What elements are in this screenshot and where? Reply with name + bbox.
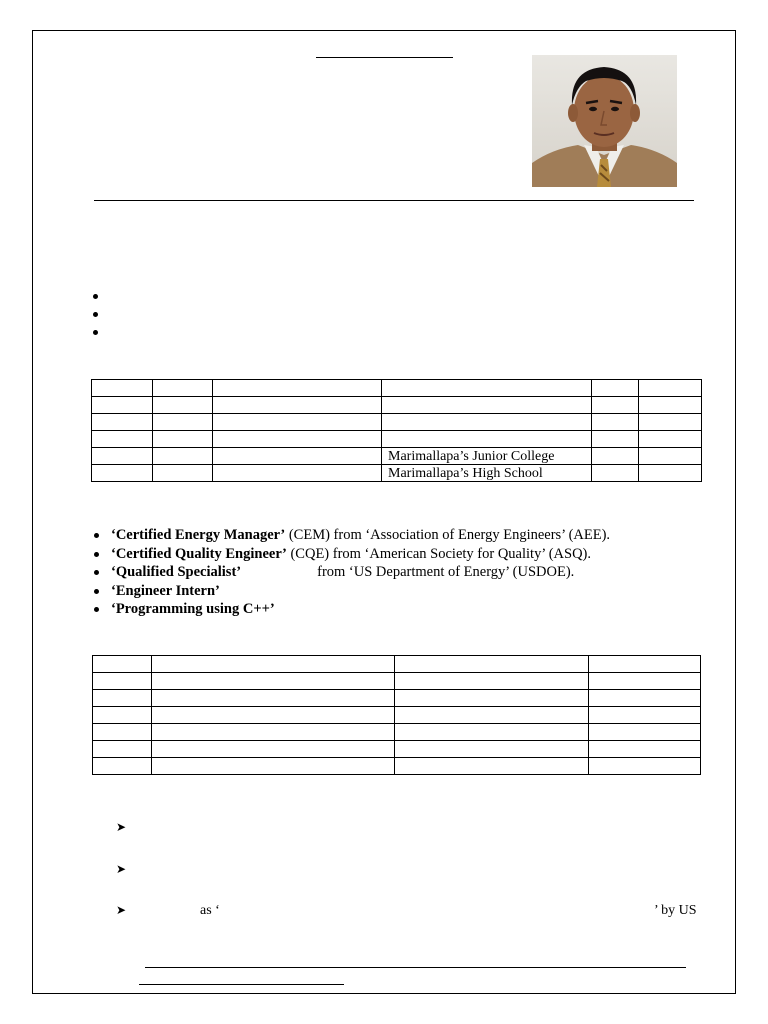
table-cell — [639, 431, 702, 448]
header-divider — [94, 200, 694, 201]
table-cell — [152, 690, 395, 707]
table-cell — [639, 380, 702, 397]
table-cell — [153, 465, 213, 482]
table-row — [92, 465, 702, 482]
table-cell — [213, 465, 382, 482]
table-cell — [589, 724, 701, 741]
table-cell — [152, 758, 395, 775]
summary-bullet — [93, 294, 98, 299]
table-cell — [639, 414, 702, 431]
table-cell — [93, 673, 152, 690]
table-cell — [153, 380, 213, 397]
list-item — [92, 582, 692, 601]
table-cell — [93, 707, 152, 724]
table-cell — [92, 465, 153, 482]
certification-list — [92, 526, 692, 619]
table-cell — [592, 431, 639, 448]
table-cell — [639, 397, 702, 414]
table-cell — [395, 656, 589, 673]
table-row — [93, 724, 701, 741]
table-row — [93, 656, 701, 673]
table-cell — [153, 414, 213, 431]
arrow-bullet-icon: ➤ — [116, 862, 127, 876]
table-cell — [93, 690, 152, 707]
institution-cell: Marimallapa’s High School — [382, 465, 592, 482]
certification-detail: (CEM) from ‘Association of Energy Engineers’ (AEE). — [285, 527, 611, 543]
table-row — [92, 397, 702, 414]
summary-bullet — [93, 330, 98, 335]
table-cell — [592, 380, 639, 397]
table-cell — [592, 414, 639, 431]
table-cell — [589, 741, 701, 758]
certification-name: ‘Qualified Specialist’ — [111, 564, 242, 580]
table-cell — [382, 414, 592, 431]
table-cell — [92, 414, 153, 431]
table-cell — [382, 380, 592, 397]
certification-name: ‘Programming using C++’ — [111, 601, 275, 617]
table-row — [92, 448, 702, 465]
summary-bullet — [93, 312, 98, 317]
list-item — [92, 545, 692, 564]
certification-detail: from ‘US Department of Energy’ (USDOE). — [317, 564, 575, 580]
table-row — [92, 380, 702, 397]
table-row — [92, 431, 702, 448]
table-row — [92, 414, 702, 431]
certification-name: ‘Engineer Intern’ — [111, 582, 220, 599]
table-cell — [592, 465, 639, 482]
certification-detail: (CQE) from ‘American Society for Quality’ (ASQ). — [286, 545, 591, 562]
table-cell — [639, 465, 702, 482]
table-cell — [395, 673, 589, 690]
table-cell — [592, 397, 639, 414]
table-cell — [152, 707, 395, 724]
table-cell — [152, 741, 395, 758]
certification-name: ‘Certified Energy Manager’ — [111, 527, 286, 543]
footer-line — [139, 984, 344, 985]
table-cell — [589, 673, 701, 690]
table-row — [93, 741, 701, 758]
table-cell — [213, 414, 382, 431]
list-item — [92, 563, 692, 582]
table-row — [93, 707, 701, 724]
list-item — [92, 600, 692, 619]
arrow-bullet-icon: ➤ — [116, 820, 127, 834]
table-cell — [639, 448, 702, 465]
certification-name: ‘Certified Quality Engineer’ — [111, 545, 287, 562]
table-cell — [395, 724, 589, 741]
table-cell — [92, 431, 153, 448]
table-cell — [153, 397, 213, 414]
table-cell — [213, 397, 382, 414]
table-cell — [213, 431, 382, 448]
table-cell — [589, 707, 701, 724]
table-cell — [93, 741, 152, 758]
table-cell — [382, 397, 592, 414]
table-cell — [213, 448, 382, 465]
table-cell — [93, 656, 152, 673]
list-item — [92, 526, 692, 545]
profile-photo — [532, 55, 677, 187]
footer-line — [145, 967, 686, 968]
table-cell — [592, 448, 639, 465]
achievement-fragment: ’ by US — [654, 903, 697, 918]
table-cell — [395, 741, 589, 758]
table-cell — [395, 707, 589, 724]
table-cell — [153, 431, 213, 448]
table-row — [93, 673, 701, 690]
table-cell — [92, 380, 153, 397]
experience-table — [92, 655, 701, 775]
table-row — [93, 690, 701, 707]
institution-cell: Marimallapa’s Junior College — [382, 448, 592, 465]
name-underline — [316, 57, 453, 58]
table-cell — [213, 380, 382, 397]
arrow-bullet-icon: ➤ — [116, 903, 127, 917]
table-cell — [152, 656, 395, 673]
table-cell — [153, 448, 213, 465]
table-cell — [589, 656, 701, 673]
table-row — [93, 758, 701, 775]
table-cell — [382, 431, 592, 448]
achievement-fragment: as ‘ — [200, 903, 220, 918]
table-cell — [92, 397, 153, 414]
table-cell — [589, 690, 701, 707]
table-cell — [395, 690, 589, 707]
table-cell — [152, 724, 395, 741]
portrait-image — [532, 55, 677, 187]
education-table — [91, 379, 702, 482]
table-cell — [152, 673, 395, 690]
table-cell — [92, 448, 153, 465]
table-cell — [395, 758, 589, 775]
table-cell — [93, 724, 152, 741]
table-cell — [93, 758, 152, 775]
table-cell — [589, 758, 701, 775]
